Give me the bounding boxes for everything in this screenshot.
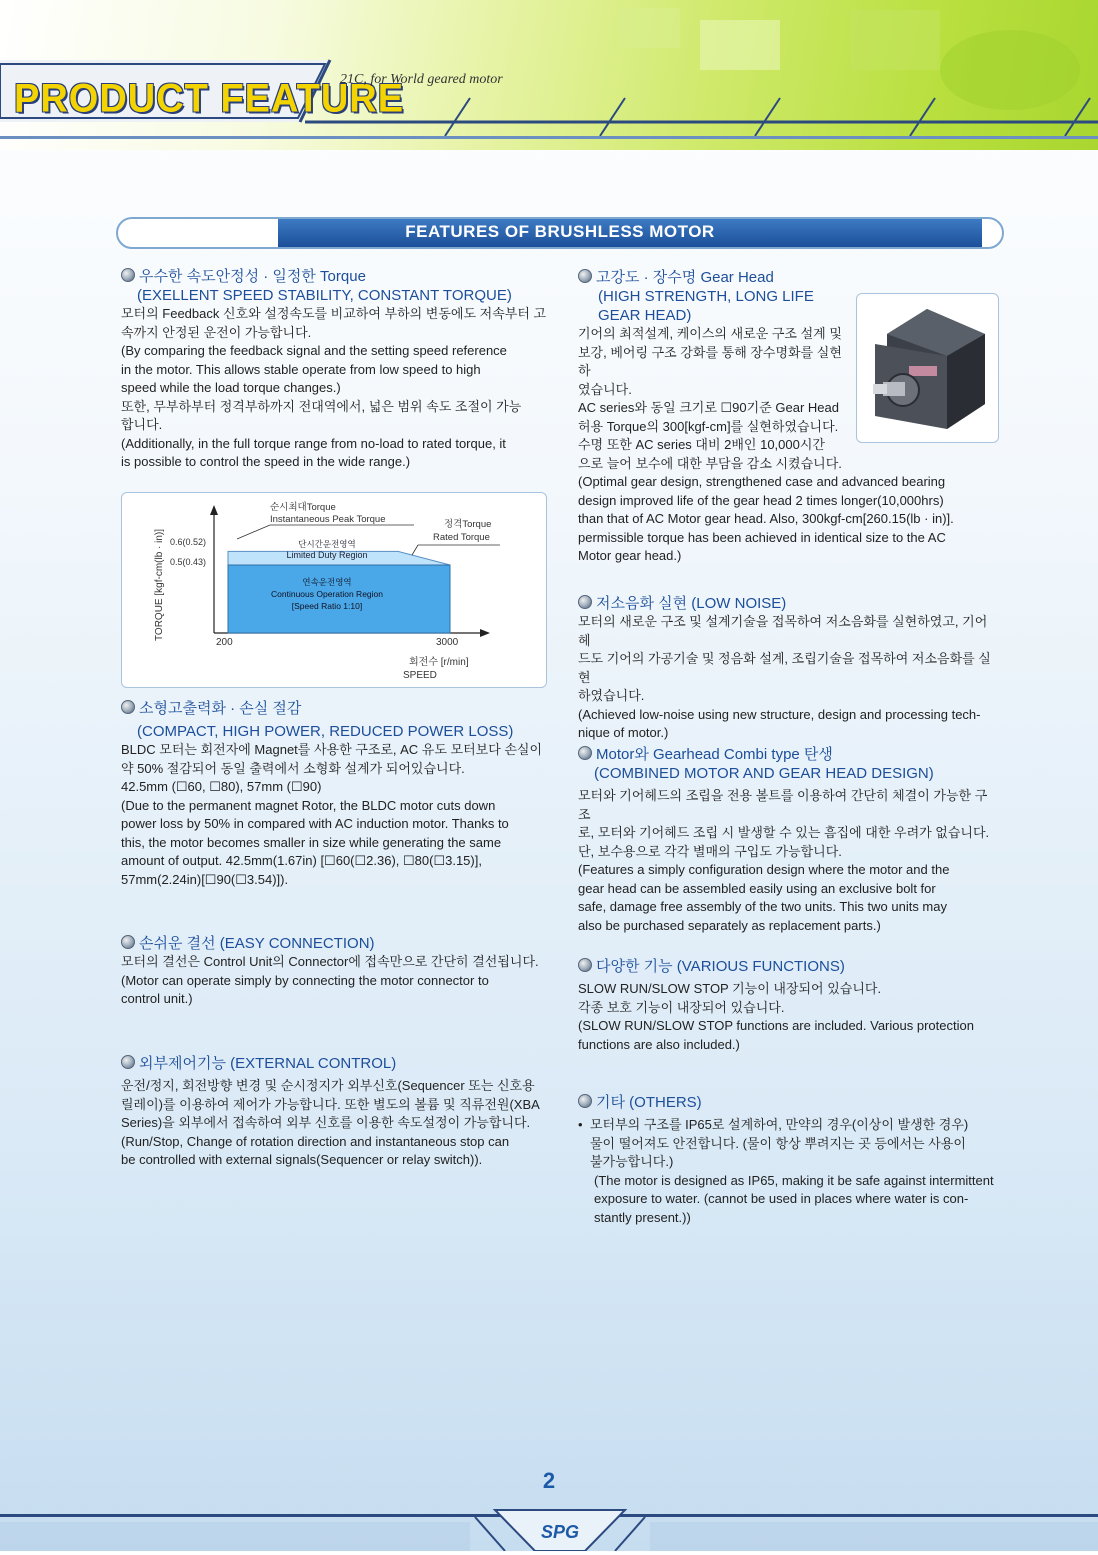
body-line: 기어의 최적설계, 케이스의 새로운 구조 설계 및 xyxy=(578,326,842,341)
feature-title-ko: Motor와 Gearhead Combi type 탄생 xyxy=(596,746,833,763)
chart-svg xyxy=(122,493,546,687)
rated-torque-leader xyxy=(412,545,418,555)
x-tick-label: 200 xyxy=(216,637,233,648)
header-title: PRODUCT FEATURE xyxy=(14,76,405,122)
body-line: amount of output. 42.5mm(1.67in) [☐60(☐2.36), ☐80(☐3.15)], xyxy=(121,853,482,868)
feature-body-wide xyxy=(578,473,998,566)
body-line: design improved life of the gear head 2 times longer(10,000hrs) xyxy=(578,492,944,508)
body-line: permissible torque has been achieved in identical size to the AC xyxy=(578,529,946,545)
body-line: 물이 떨어져도 안전합니다. (물이 항상 뿌려지는 곳 등에서는 사용이 xyxy=(590,1135,966,1151)
body-line: 였습니다. xyxy=(578,381,632,397)
body-line: than that of AC Motor gear head. Also, 300kgf-cm[260.15(lb · in)]. xyxy=(578,511,954,526)
feature-title-en: (EASY CONNECTION) xyxy=(219,935,375,952)
y-tick-label: 0.6(0.52) xyxy=(170,537,207,547)
footer-logo: SPG xyxy=(540,1522,580,1542)
continuous-region-label-en: Continuous Operation Region xyxy=(271,589,383,599)
body-line: 단, 보수용으로 각각 별매의 구입도 가능합니다. xyxy=(578,843,842,859)
body-line: 불가능합니다.) xyxy=(590,1154,674,1169)
bullet-circle-icon xyxy=(578,958,592,972)
body-line: (Run/Stop, Change of rotation direction and instantaneous stop can xyxy=(121,1133,510,1149)
body-line: power loss by 50% in compared with AC induction motor. Thanks to xyxy=(121,816,509,831)
peak-torque-label-en: Instantaneous Peak Torque xyxy=(270,514,386,525)
bullet-circle-icon xyxy=(121,268,135,282)
body-line: in the motor. This allows stable operate from low speed to high xyxy=(121,361,481,377)
peak-torque-leader xyxy=(237,525,270,539)
body-line: 드도 기어의 가공기술 및 정음화 설계, 조립기술을 접목하여 저소음화를 실현 xyxy=(578,651,991,685)
header-graphics xyxy=(0,0,1098,150)
y-axis-arrow xyxy=(210,505,218,515)
body-line: Series)을 외부에서 접속하여 외부 신호를 이용한 속도설정이 가능합니다. xyxy=(121,1115,531,1130)
body-line: stantly present.)) xyxy=(594,1209,691,1225)
limited-region-label-ko: 단시간운전영역 xyxy=(298,539,356,549)
page-number: 2 xyxy=(542,1468,556,1493)
body-line: (Motor can operate simply by connecting the motor connector to xyxy=(121,972,489,988)
torque-speed-chart xyxy=(121,492,547,688)
x-tick-label: 3000 xyxy=(436,637,459,648)
feature-speed-stability xyxy=(121,267,551,472)
bullet-circle-icon xyxy=(578,595,592,609)
x-axis-label-en: SPEED xyxy=(403,670,437,681)
feature-others xyxy=(578,1093,998,1227)
body-line: (The motor is designed as IP65, making it be safe against intermittent xyxy=(594,1172,994,1188)
gear-motor-photo xyxy=(856,293,999,443)
feature-title-en: (COMBINED MOTOR AND GEAR HEAD DESIGN) xyxy=(594,765,934,782)
feature-various-functions xyxy=(578,957,998,1054)
x-axis-label-ko: 회전수 [r/min] xyxy=(409,657,469,668)
body-line: (SLOW RUN/SLOW STOP functions are included. Various protection xyxy=(578,1018,974,1033)
footer-graphics xyxy=(0,1492,1098,1551)
body-line: 모터부의 구조를 IP65로 설계하여, 만약의 경우(이상이 발생한 경우) xyxy=(590,1117,969,1132)
body-line: 하였습니다. xyxy=(578,688,645,703)
bullet-circle-icon xyxy=(578,269,592,283)
bullet-circle-icon xyxy=(578,746,592,760)
feature-body xyxy=(121,1077,551,1170)
feature-title-ko: 기타 xyxy=(596,1094,625,1111)
feature-title-en: (LOW NOISE) xyxy=(691,595,787,612)
feature-body xyxy=(578,613,998,743)
feature-title-en: GEAR HEAD) xyxy=(598,307,692,324)
body-line: 운전/정지, 회전방향 변경 및 순시정지가 외부신호(Sequencer 또는 신호용 xyxy=(121,1078,535,1093)
x-axis-arrow xyxy=(480,629,490,637)
body-line: SLOW RUN/SLOW STOP 기능이 내장되어 있습니다. xyxy=(578,981,882,996)
body-line: Motor gear head.) xyxy=(578,548,682,563)
body-line: 약 50% 절감되어 동일 출력에서 소형화 설계가 되어있습니다. xyxy=(121,760,465,776)
feature-body xyxy=(578,980,998,1054)
body-line: 합니다. xyxy=(121,417,163,432)
body-line: gear head can be assembled easily using an exclusive bolt for xyxy=(578,880,936,896)
body-line: also be purchased separately as replacement parts.) xyxy=(578,917,881,933)
header-subtitle: 21C, for World geared motor xyxy=(340,72,503,87)
bullet-circle-icon xyxy=(121,1055,135,1069)
continuous-region-note: [Speed Ratio 1:10] xyxy=(291,601,363,611)
body-line: be controlled with external signals(Sequencer or relay switch)). xyxy=(121,1152,483,1167)
body-line: (Due to the permanent magnet Rotor, the BLDC motor cuts down xyxy=(121,797,496,813)
feature-body xyxy=(121,953,551,1009)
feature-title-ko: 손쉬운 결선 xyxy=(139,935,216,952)
feature-combi-type xyxy=(578,745,998,935)
body-line: 42.5mm (☐60, ☐80), 57mm (☐90) xyxy=(121,779,322,794)
feature-title-en: (VARIOUS FUNCTIONS) xyxy=(676,958,845,975)
peak-torque-label-ko: 순시최대Torque xyxy=(270,502,336,513)
feature-body xyxy=(578,325,853,473)
feature-title xyxy=(121,934,551,953)
section-title-bar xyxy=(116,217,1004,249)
feature-title xyxy=(578,594,998,613)
feature-body xyxy=(578,787,998,935)
body-line: 속까지 안정된 운전이 가능합니다. xyxy=(121,324,312,340)
feature-title-en: (COMPACT, HIGH POWER, REDUCED POWER LOSS) xyxy=(137,723,514,740)
body-line: (Optimal gear design, strengthened case and advanced bearing xyxy=(578,474,946,489)
body-line: 각종 보호 기능이 내장되어 있습니다. xyxy=(578,999,785,1015)
body-line: control unit.) xyxy=(121,991,193,1006)
feature-title-ko: 외부제어기능 xyxy=(139,1055,226,1072)
body-line: 모터의 Feedback 신호와 설정속도를 비교하여 부하의 변동에도 저속부터 고 xyxy=(121,306,547,321)
body-line: exposure to water. (cannot be used in places where water is con- xyxy=(594,1191,969,1206)
feature-title xyxy=(578,268,998,287)
body-line: 57mm(2.24in)[☐90(☐3.54)]). xyxy=(121,871,289,887)
body-line: AC series와 동일 크기로 ☐90기준 Gear Head xyxy=(578,400,839,415)
feature-title xyxy=(578,957,998,976)
y-axis-label: TORQUE [kgf-cm(lb · in)] xyxy=(154,528,165,641)
limited-region-label-en: Limited Duty Region xyxy=(286,550,368,560)
body-line: is possible to control the speed in the wide range.) xyxy=(121,454,411,469)
continuous-region-label-ko: 연속운전영역 xyxy=(302,577,352,587)
body-line: 릴레이)를 이용하여 제어가 가능합니다. 또한 별도의 볼륨 및 직류전원(XBA xyxy=(121,1096,540,1112)
continuous-operation-region xyxy=(228,565,450,633)
bullet-dot: • xyxy=(578,1117,583,1132)
page-footer xyxy=(0,1492,1098,1551)
feature-title-ko: 다양한 기능 xyxy=(596,958,673,975)
body-line: (Features a simply configuration design where the motor and the xyxy=(578,862,950,877)
body-line: 보강, 베어링 구조 강화를 통해 장수명화를 실현하 xyxy=(578,344,842,378)
feature-body xyxy=(121,305,551,472)
body-line: 모터의 새로운 구조 및 설계기술을 접목하여 저소음화를 실현하였고, 기어헤 xyxy=(578,614,988,648)
body-line: (Achieved low-noise using new structure, design and processing tech- xyxy=(578,706,981,722)
feature-title-ko: 소형고출력화 · 손실 절감 xyxy=(139,700,302,717)
feature-title-en: (EXTERNAL CONTROL) xyxy=(230,1055,397,1072)
feature-title xyxy=(578,745,998,764)
feature-title-en: (HIGH STRENGTH, LONG LIFE xyxy=(598,288,814,305)
body-line: 허용 Torque의 300[kgf-cm]를 실현하였습니다. xyxy=(578,418,839,434)
bullet-circle-icon xyxy=(578,1094,592,1108)
feature-external-control xyxy=(121,1054,551,1170)
feature-title-ko: 고강도 · 장수명 Gear Head xyxy=(596,269,774,286)
gear-motor-illustration xyxy=(857,294,998,442)
feature-title xyxy=(578,1093,998,1112)
feature-title-ko: 우수한 속도안정성 · 일정한 Torque xyxy=(139,268,366,285)
body-line: 로, 모터와 기어헤드 조립 시 발생할 수 있는 흠집에 대한 우려가 없습니다. xyxy=(578,825,990,840)
body-line: BLDC 모터는 회전자에 Magnet를 사용한 구조로, AC 유도 모터보다 손실이 xyxy=(121,742,543,757)
feature-low-noise xyxy=(578,594,998,743)
feature-title xyxy=(121,699,551,718)
feature-easy-connection xyxy=(121,934,551,1009)
feature-title-en: (OTHERS) xyxy=(629,1094,702,1111)
body-line: speed while the load torque changes.) xyxy=(121,380,341,395)
body-line: safe, damage free assembly of the two units. This two units may xyxy=(578,899,947,914)
rated-torque-label-en: Rated Torque xyxy=(433,532,490,543)
feature-title xyxy=(121,1054,551,1073)
body-line: functions are also included.) xyxy=(578,1036,740,1052)
body-line: 수명 또한 AC series 대비 2배인 10,000시간 xyxy=(578,437,825,452)
feature-title-ko: 저소음화 실현 xyxy=(596,595,688,612)
feature-title-en: (EXELLENT SPEED STABILITY, CONSTANT TORQUE) xyxy=(137,287,512,304)
body-line: (By comparing the feedback signal and the setting speed reference xyxy=(121,343,507,358)
bullet-circle-icon xyxy=(121,935,135,949)
feature-body xyxy=(578,1116,998,1227)
feature-body xyxy=(121,741,551,889)
body-line: nique of motor.) xyxy=(578,725,669,740)
body-line: 으로 늘어 보수에 대한 부담을 감소 시켰습니다. xyxy=(578,455,842,471)
body-line: 모터의 결선은 Control Unit의 Connector에 접속만으로 간단히 결선됩니다. xyxy=(121,954,539,969)
feature-title xyxy=(121,267,551,286)
body-line: this, the motor becomes smaller in size while generating the same xyxy=(121,834,502,850)
feature-compact xyxy=(121,699,551,889)
rated-torque-label-ko: 정격Torque xyxy=(444,519,492,530)
page-header xyxy=(0,0,1098,150)
y-tick-label: 0.5(0.43) xyxy=(170,557,207,567)
body-line: 또한, 무부하부터 정격부하까지 전대역에서, 넓은 범위 속도 조절이 가능 xyxy=(121,398,522,414)
bullet-circle-icon xyxy=(121,700,135,714)
section-title: FEATURES OF BRUSHLESS MOTOR xyxy=(405,222,715,241)
body-line: 모터와 기어헤드의 조립을 전용 볼트를 이용하여 간단히 체결이 가능한 구조 xyxy=(578,788,988,822)
body-line: (Additionally, in the full torque range from no-load to rated torque, it xyxy=(121,435,506,451)
